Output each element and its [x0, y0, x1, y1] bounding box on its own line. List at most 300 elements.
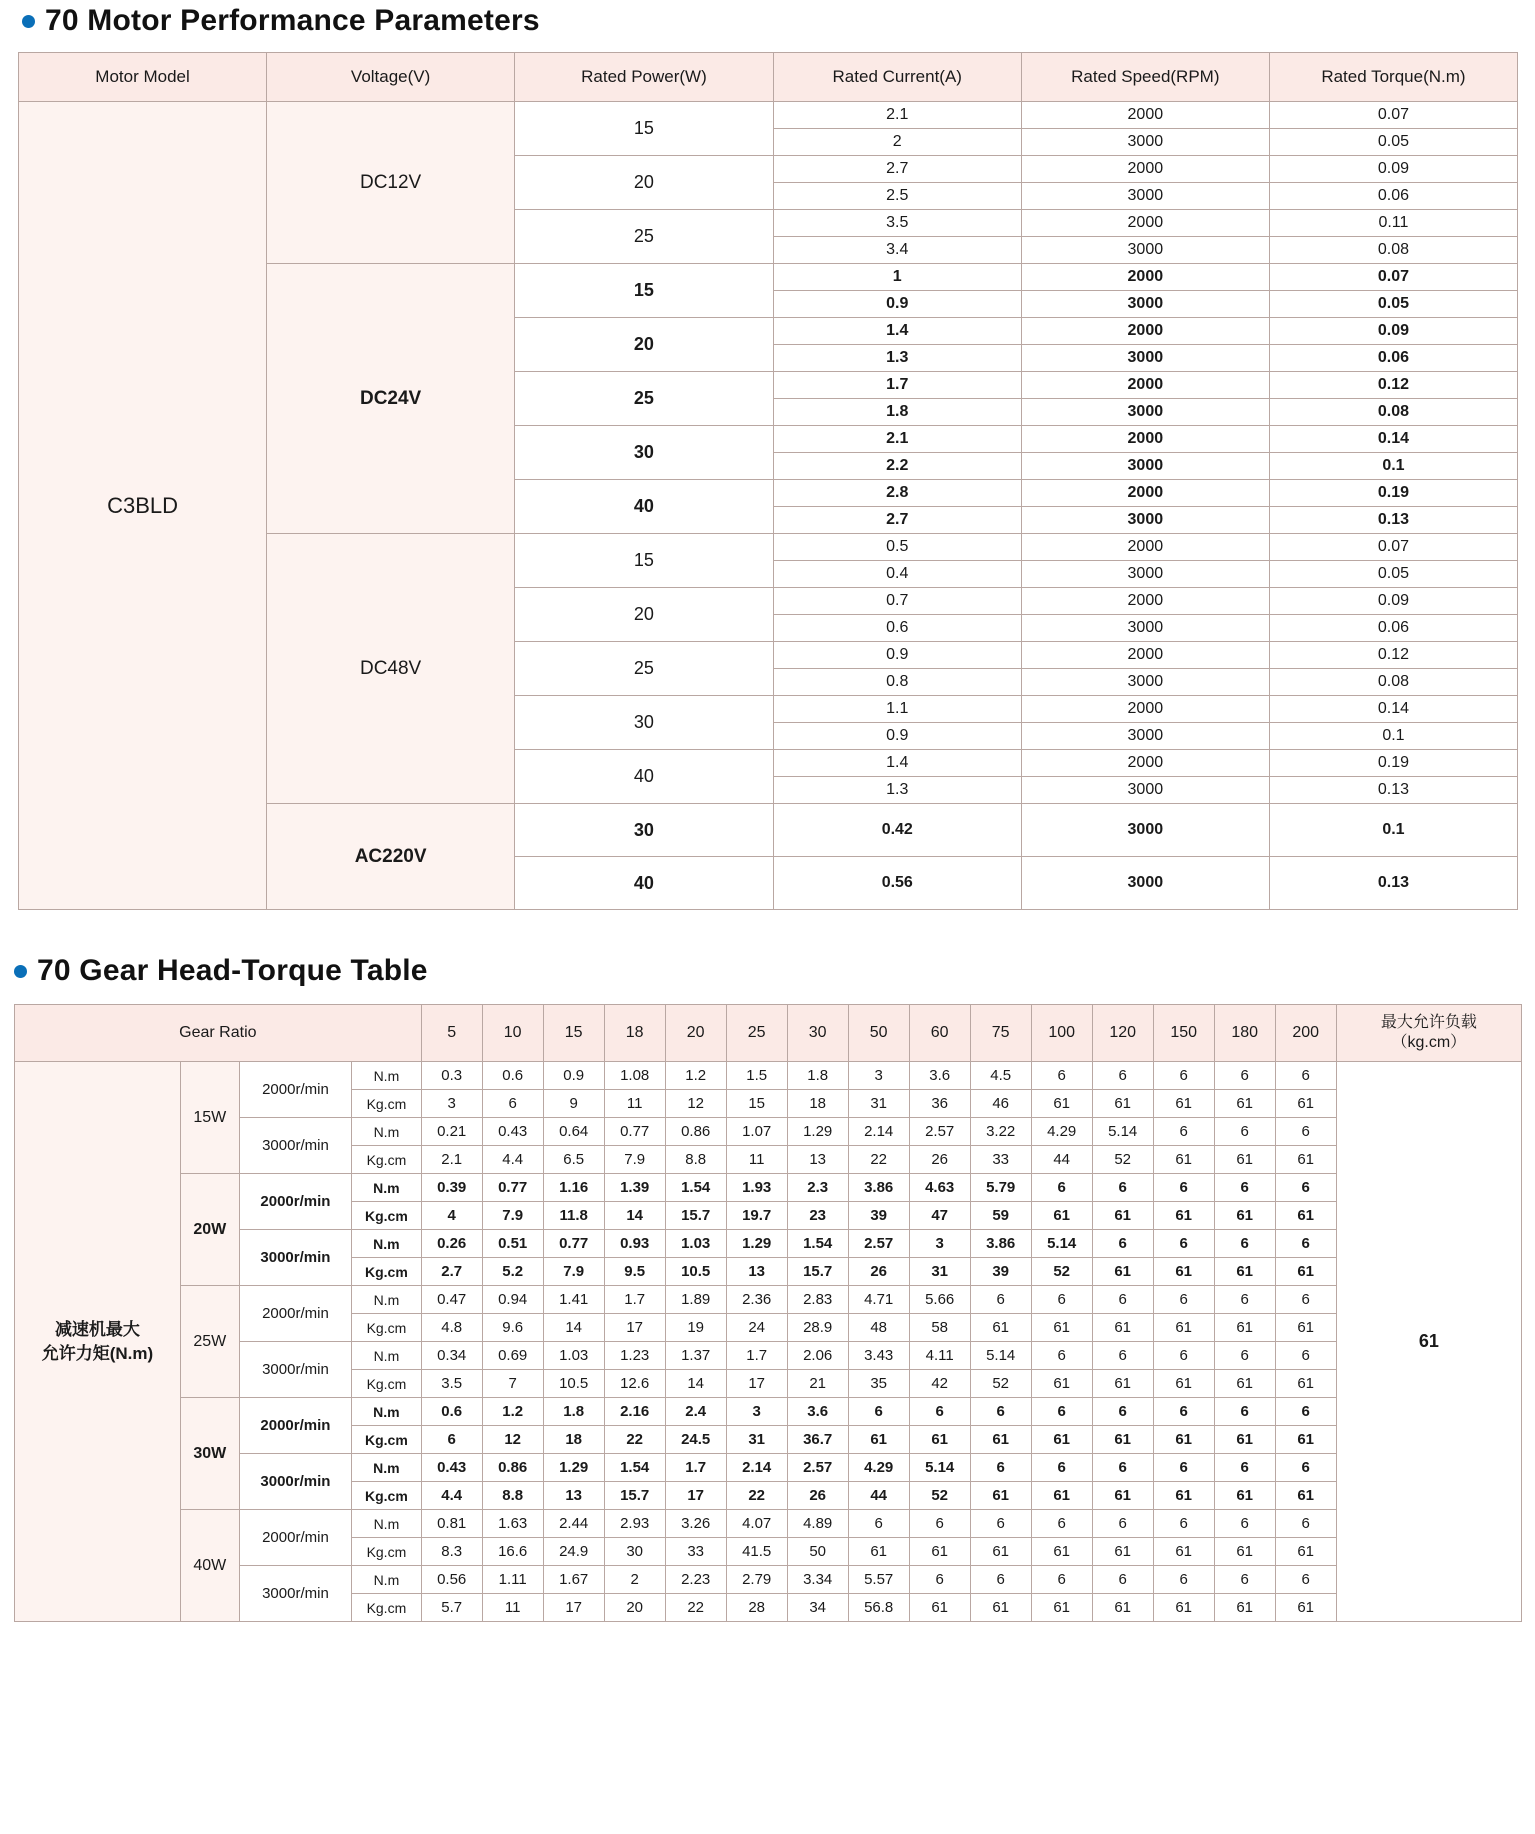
cell-unit: Kg.cm	[352, 1202, 422, 1230]
cell-torque-value: 1.39	[604, 1174, 665, 1202]
cell-torque-value: 4.4	[482, 1146, 543, 1174]
table-row	[15, 1174, 1522, 1202]
cell-torque-value: 6	[1153, 1118, 1214, 1146]
cell-rated-speed: 2000	[1021, 750, 1269, 777]
cell-torque-value: 61	[1275, 1258, 1336, 1286]
cell-rated-power: 30	[515, 696, 774, 750]
cell-torque-value: 2.3	[787, 1174, 848, 1202]
cell-torque-value: 8.3	[421, 1538, 482, 1566]
cell-rated-current: 2.1	[773, 102, 1021, 129]
cell-torque-value: 61	[1153, 1202, 1214, 1230]
cell-torque-value: 61	[1153, 1594, 1214, 1622]
cell-rated-torque: 0.1	[1269, 723, 1517, 750]
cell-torque-value: 1.23	[604, 1342, 665, 1370]
cell-rated-speed: 3000	[1021, 857, 1269, 910]
cell-torque-value: 6	[1031, 1062, 1092, 1090]
cell-torque-value: 4.29	[848, 1454, 909, 1482]
table-row	[15, 1398, 1522, 1426]
cell-torque-value: 12.6	[604, 1370, 665, 1398]
cell-torque-value: 61	[1214, 1314, 1275, 1342]
cell-torque-value: 61	[1275, 1146, 1336, 1174]
section-title-gear: 70 Gear Head-Torque Table	[37, 954, 428, 987]
cell-rated-speed: 3000	[1021, 723, 1269, 750]
cell-torque-value: 24.5	[665, 1426, 726, 1454]
cell-rated-current: 0.4	[773, 561, 1021, 588]
table-row	[15, 1342, 1522, 1370]
cell-rated-speed: 2000	[1021, 426, 1269, 453]
cell-torque-value: 0.9	[543, 1062, 604, 1090]
cell-rated-speed: 2000	[1021, 588, 1269, 615]
cell-torque-value: 0.43	[421, 1454, 482, 1482]
cell-torque-value: 4.4	[421, 1482, 482, 1510]
cell-unit: N.m	[352, 1174, 422, 1202]
cell-torque-value: 6	[1092, 1174, 1153, 1202]
cell-torque-value: 61	[1153, 1370, 1214, 1398]
cell-torque-value: 0.51	[482, 1230, 543, 1258]
cell-torque-value: 61	[1153, 1258, 1214, 1286]
cell-torque-value: 2.4	[665, 1398, 726, 1426]
cell-torque-value: 18	[543, 1426, 604, 1454]
cell-torque-value: 4.63	[909, 1174, 970, 1202]
cell-torque-value: 0.94	[482, 1286, 543, 1314]
cell-torque-value: 6	[1214, 1398, 1275, 1426]
cell-torque-value: 35	[848, 1370, 909, 1398]
cell-torque-value: 52	[1092, 1146, 1153, 1174]
cell-rated-torque: 0.13	[1269, 857, 1517, 910]
cell-torque-value: 47	[909, 1202, 970, 1230]
cell-torque-value: 6	[848, 1398, 909, 1426]
cell-rated-torque: 0.08	[1269, 237, 1517, 264]
cell-torque-value: 6	[1092, 1566, 1153, 1594]
cell-torque-value: 0.64	[543, 1118, 604, 1146]
cell-torque-value: 1.37	[665, 1342, 726, 1370]
cell-rated-current: 2.2	[773, 453, 1021, 480]
cell-torque-value: 61	[1275, 1202, 1336, 1230]
cell-torque-value: 6	[1092, 1510, 1153, 1538]
cell-torque-value: 2.57	[848, 1230, 909, 1258]
cell-rated-torque: 0.06	[1269, 183, 1517, 210]
cell-torque-value: 6	[1031, 1398, 1092, 1426]
cell-torque-value: 59	[970, 1202, 1031, 1230]
cell-torque-value: 61	[970, 1314, 1031, 1342]
cell-rated-current: 0.8	[773, 669, 1021, 696]
cell-torque-value: 6	[1092, 1286, 1153, 1314]
cell-torque-value: 17	[726, 1370, 787, 1398]
cell-torque-value: 61	[1092, 1482, 1153, 1510]
cell-torque-value: 31	[909, 1258, 970, 1286]
cell-torque-value: 3.5	[421, 1370, 482, 1398]
motor-table-wrapper	[18, 52, 1518, 910]
cell-unit: N.m	[352, 1286, 422, 1314]
cell-torque-value: 7.9	[482, 1202, 543, 1230]
cell-torque-value: 61	[1031, 1370, 1092, 1398]
cell-torque-value: 39	[970, 1258, 1031, 1286]
cell-rated-speed: 3000	[1021, 399, 1269, 426]
cell-rated-torque: 0.06	[1269, 345, 1517, 372]
cell-torque-value: 0.43	[482, 1118, 543, 1146]
cell-torque-value: 10.5	[665, 1258, 726, 1286]
cell-unit: N.m	[352, 1510, 422, 1538]
cell-torque-value: 3.86	[848, 1174, 909, 1202]
cell-torque-value: 1.2	[665, 1062, 726, 1090]
col-rated-speed: Rated Speed(RPM)	[1021, 53, 1269, 102]
cell-rated-speed: 3000	[1021, 129, 1269, 156]
cell-speed: 3000r/min	[239, 1454, 351, 1510]
cell-torque-value: 3.86	[970, 1230, 1031, 1258]
cell-torque-value: 11	[726, 1146, 787, 1174]
cell-torque-value: 61	[1092, 1090, 1153, 1118]
cell-torque-value: 6	[1031, 1342, 1092, 1370]
cell-rated-current: 0.42	[773, 804, 1021, 857]
cell-torque-value: 6	[1214, 1566, 1275, 1594]
cell-power-rating: 15W	[180, 1062, 239, 1174]
cell-unit: N.m	[352, 1342, 422, 1370]
cell-torque-value: 0.39	[421, 1174, 482, 1202]
gear-head-torque-table	[14, 1004, 1522, 1622]
col-rated-current: Rated Current(A)	[773, 53, 1021, 102]
table-row	[15, 1566, 1522, 1594]
cell-torque-value: 6	[970, 1566, 1031, 1594]
cell-torque-value: 1.2	[482, 1398, 543, 1426]
cell-torque-value: 4.8	[421, 1314, 482, 1342]
cell-torque-value: 5.14	[1031, 1230, 1092, 1258]
cell-torque-value: 14	[604, 1202, 665, 1230]
cell-torque-value: 5.7	[421, 1594, 482, 1622]
cell-torque-value: 0.86	[665, 1118, 726, 1146]
col-ratio-10: 10	[482, 1005, 543, 1062]
cell-torque-value: 22	[665, 1594, 726, 1622]
cell-torque-value: 6	[1153, 1230, 1214, 1258]
cell-torque-value: 6	[1214, 1118, 1275, 1146]
cell-torque-value: 1.93	[726, 1174, 787, 1202]
cell-rated-speed: 3000	[1021, 777, 1269, 804]
cell-rated-current: 0.56	[773, 857, 1021, 910]
col-ratio-180: 180	[1214, 1005, 1275, 1062]
col-ratio-120: 120	[1092, 1005, 1153, 1062]
cell-torque-value: 31	[726, 1426, 787, 1454]
cell-rated-torque: 0.07	[1269, 102, 1517, 129]
cell-torque-value: 6	[1275, 1230, 1336, 1258]
cell-torque-value: 6	[1214, 1342, 1275, 1370]
cell-torque-value: 6	[421, 1426, 482, 1454]
cell-torque-value: 6	[1031, 1566, 1092, 1594]
cell-rated-torque: 0.08	[1269, 399, 1517, 426]
cell-rated-current: 3.5	[773, 210, 1021, 237]
cell-torque-value: 61	[1275, 1314, 1336, 1342]
cell-torque-value: 5.2	[482, 1258, 543, 1286]
cell-torque-value: 3.6	[909, 1062, 970, 1090]
cell-torque-value: 6	[482, 1090, 543, 1118]
cell-torque-value: 6	[1214, 1510, 1275, 1538]
gear-table-wrapper	[14, 1004, 1522, 1622]
table-row	[15, 1510, 1522, 1538]
cell-rated-power: 25	[515, 210, 774, 264]
table-header-row	[15, 1005, 1522, 1062]
cell-torque-value: 1.7	[726, 1342, 787, 1370]
cell-torque-value: 12	[482, 1426, 543, 1454]
cell-torque-value: 6	[909, 1510, 970, 1538]
cell-torque-value: 6	[1031, 1174, 1092, 1202]
cell-torque-value: 17	[543, 1594, 604, 1622]
cell-rated-speed: 3000	[1021, 345, 1269, 372]
cell-torque-value: 3	[421, 1090, 482, 1118]
cell-torque-value: 8.8	[482, 1482, 543, 1510]
cell-rated-torque: 0.1	[1269, 804, 1517, 857]
cell-torque-value: 2.06	[787, 1342, 848, 1370]
cell-torque-value: 6	[1153, 1510, 1214, 1538]
cell-torque-value: 61	[970, 1482, 1031, 1510]
cell-torque-value: 0.6	[421, 1398, 482, 1426]
cell-speed: 2000r/min	[239, 1062, 351, 1118]
cell-torque-value: 4.29	[1031, 1118, 1092, 1146]
cell-rated-torque: 0.08	[1269, 669, 1517, 696]
cell-torque-value: 6	[1275, 1062, 1336, 1090]
cell-unit: Kg.cm	[352, 1594, 422, 1622]
cell-torque-value: 6	[1031, 1454, 1092, 1482]
section-title-motor: 70 Motor Performance Parameters	[45, 4, 540, 37]
col-ratio-60: 60	[909, 1005, 970, 1062]
cell-torque-value: 4.11	[909, 1342, 970, 1370]
cell-rated-torque: 0.12	[1269, 642, 1517, 669]
cell-torque-value: 61	[1214, 1258, 1275, 1286]
cell-rated-speed: 3000	[1021, 507, 1269, 534]
cell-unit: Kg.cm	[352, 1426, 422, 1454]
cell-torque-value: 28	[726, 1594, 787, 1622]
cell-rated-torque: 0.05	[1269, 561, 1517, 588]
cell-torque-value: 6	[1031, 1286, 1092, 1314]
cell-torque-value: 36.7	[787, 1426, 848, 1454]
cell-torque-value: 61	[1214, 1426, 1275, 1454]
cell-torque-value: 0.26	[421, 1230, 482, 1258]
cell-torque-value: 20	[604, 1594, 665, 1622]
cell-torque-value: 19.7	[726, 1202, 787, 1230]
cell-torque-value: 0.93	[604, 1230, 665, 1258]
cell-torque-value: 33	[665, 1538, 726, 1566]
table-row	[15, 1062, 1522, 1090]
cell-torque-value: 6	[970, 1398, 1031, 1426]
cell-torque-value: 52	[1031, 1258, 1092, 1286]
cell-rated-torque: 0.09	[1269, 588, 1517, 615]
cell-rated-speed: 2000	[1021, 318, 1269, 345]
col-ratio-25: 25	[726, 1005, 787, 1062]
cell-torque-value: 61	[1092, 1202, 1153, 1230]
cell-torque-value: 9.5	[604, 1258, 665, 1286]
cell-rated-speed: 3000	[1021, 453, 1269, 480]
cell-torque-value: 61	[1031, 1482, 1092, 1510]
cell-rated-current: 1.4	[773, 750, 1021, 777]
cell-torque-value: 6	[1275, 1174, 1336, 1202]
motor-performance-table	[18, 52, 1518, 910]
col-ratio-200: 200	[1275, 1005, 1336, 1062]
cell-rated-torque: 0.12	[1269, 372, 1517, 399]
cell-torque-value: 6	[1153, 1174, 1214, 1202]
cell-unit: Kg.cm	[352, 1090, 422, 1118]
cell-power-rating: 25W	[180, 1286, 239, 1398]
cell-voltage: DC48V	[267, 534, 515, 804]
cell-torque-value: 61	[970, 1594, 1031, 1622]
cell-torque-value: 6	[1153, 1398, 1214, 1426]
cell-torque-value: 1.5	[726, 1062, 787, 1090]
cell-torque-value: 6	[1275, 1118, 1336, 1146]
cell-rated-speed: 2000	[1021, 156, 1269, 183]
cell-torque-value: 26	[787, 1482, 848, 1510]
cell-torque-value: 8.8	[665, 1146, 726, 1174]
cell-torque-value: 6	[970, 1286, 1031, 1314]
cell-torque-value: 1.29	[543, 1454, 604, 1482]
cell-torque-value: 61	[1214, 1538, 1275, 1566]
cell-torque-value: 3.26	[665, 1510, 726, 1538]
cell-torque-value: 16.6	[482, 1538, 543, 1566]
cell-rated-current: 0.5	[773, 534, 1021, 561]
cell-rated-current: 1.4	[773, 318, 1021, 345]
cell-rated-power: 25	[515, 642, 774, 696]
cell-torque-value: 1.89	[665, 1286, 726, 1314]
cell-rated-current: 1.7	[773, 372, 1021, 399]
cell-unit: Kg.cm	[352, 1538, 422, 1566]
cell-power-rating: 20W	[180, 1174, 239, 1286]
cell-rated-power: 15	[515, 534, 774, 588]
cell-rated-current: 0.6	[773, 615, 1021, 642]
cell-rated-power: 15	[515, 102, 774, 156]
cell-torque-value: 5.14	[909, 1454, 970, 1482]
cell-torque-value: 61	[1031, 1426, 1092, 1454]
cell-torque-value: 0.77	[604, 1118, 665, 1146]
cell-torque-value: 6	[1214, 1062, 1275, 1090]
cell-rated-speed: 3000	[1021, 615, 1269, 642]
cell-torque-value: 11.8	[543, 1202, 604, 1230]
cell-torque-value: 1.63	[482, 1510, 543, 1538]
cell-torque-value: 13	[726, 1258, 787, 1286]
cell-torque-value: 2.23	[665, 1566, 726, 1594]
cell-torque-value: 14	[665, 1370, 726, 1398]
cell-unit: Kg.cm	[352, 1258, 422, 1286]
cell-speed: 2000r/min	[239, 1398, 351, 1454]
cell-torque-value: 1.29	[726, 1230, 787, 1258]
cell-rated-torque: 0.06	[1269, 615, 1517, 642]
cell-torque-value: 61	[1153, 1314, 1214, 1342]
cell-torque-value: 61	[1031, 1202, 1092, 1230]
cell-torque-value: 10.5	[543, 1370, 604, 1398]
cell-rated-power: 40	[515, 480, 774, 534]
cell-torque-value: 50	[787, 1538, 848, 1566]
cell-torque-value: 0.69	[482, 1342, 543, 1370]
cell-rated-current: 2.5	[773, 183, 1021, 210]
cell-torque-value: 61	[1275, 1090, 1336, 1118]
cell-torque-value: 21	[787, 1370, 848, 1398]
cell-torque-value: 17	[604, 1314, 665, 1342]
cell-torque-value: 6	[909, 1566, 970, 1594]
cell-motor-model: C3BLD	[19, 102, 267, 910]
cell-torque-value: 52	[970, 1370, 1031, 1398]
col-max-load: 最大允许负载 （kg.cm）	[1336, 1005, 1521, 1062]
cell-torque-value: 1.67	[543, 1566, 604, 1594]
col-ratio-5: 5	[421, 1005, 482, 1062]
cell-torque-value: 1.8	[787, 1062, 848, 1090]
cell-torque-value: 42	[909, 1370, 970, 1398]
cell-unit: N.m	[352, 1566, 422, 1594]
cell-torque-value: 30	[604, 1538, 665, 1566]
cell-unit: N.m	[352, 1230, 422, 1258]
cell-torque-value: 23	[787, 1202, 848, 1230]
cell-rated-torque: 0.1	[1269, 453, 1517, 480]
col-rated-torque: Rated Torque(N.m)	[1269, 53, 1517, 102]
cell-torque-value: 2.44	[543, 1510, 604, 1538]
cell-torque-value: 44	[848, 1482, 909, 1510]
cell-torque-value: 6	[1275, 1398, 1336, 1426]
cell-torque-value: 1.29	[787, 1118, 848, 1146]
cell-torque-value: 6	[1092, 1230, 1153, 1258]
cell-torque-value: 6	[970, 1510, 1031, 1538]
cell-torque-value: 3	[909, 1230, 970, 1258]
cell-rated-torque: 0.14	[1269, 426, 1517, 453]
cell-torque-value: 61	[1092, 1370, 1153, 1398]
cell-torque-value: 6	[848, 1510, 909, 1538]
cell-torque-value: 61	[1214, 1202, 1275, 1230]
cell-torque-value: 48	[848, 1314, 909, 1342]
cell-torque-value: 6	[1214, 1454, 1275, 1482]
cell-speed: 3000r/min	[239, 1566, 351, 1622]
cell-rated-current: 0.9	[773, 291, 1021, 318]
cell-rated-torque: 0.11	[1269, 210, 1517, 237]
cell-torque-value: 13	[787, 1146, 848, 1174]
cell-torque-value: 1.7	[604, 1286, 665, 1314]
cell-torque-value: 0.3	[421, 1062, 482, 1090]
cell-torque-value: 0.77	[482, 1174, 543, 1202]
section-heading-gear	[14, 954, 1535, 988]
cell-torque-value: 0.86	[482, 1454, 543, 1482]
cell-torque-value: 2.93	[604, 1510, 665, 1538]
cell-torque-value: 0.6	[482, 1062, 543, 1090]
cell-rated-torque: 0.14	[1269, 696, 1517, 723]
cell-torque-value: 15.7	[787, 1258, 848, 1286]
cell-torque-value: 61	[1153, 1538, 1214, 1566]
cell-rated-speed: 2000	[1021, 534, 1269, 561]
cell-torque-value: 4	[421, 1202, 482, 1230]
cell-torque-value: 0.34	[421, 1342, 482, 1370]
cell-torque-value: 61	[1031, 1538, 1092, 1566]
cell-torque-value: 1.07	[726, 1118, 787, 1146]
cell-torque-value: 6	[909, 1398, 970, 1426]
cell-torque-value: 61	[1275, 1538, 1336, 1566]
cell-rated-current: 2	[773, 129, 1021, 156]
cell-torque-value: 24.9	[543, 1538, 604, 1566]
cell-torque-value: 22	[604, 1426, 665, 1454]
col-voltage: Voltage(V)	[267, 53, 515, 102]
cell-torque-value: 5.14	[970, 1342, 1031, 1370]
cell-torque-value: 4.5	[970, 1062, 1031, 1090]
col-ratio-18: 18	[604, 1005, 665, 1062]
cell-torque-value: 2	[604, 1566, 665, 1594]
cell-torque-value: 61	[1092, 1314, 1153, 1342]
cell-rated-torque: 0.05	[1269, 291, 1517, 318]
cell-rated-speed: 2000	[1021, 480, 1269, 507]
cell-torque-value: 2.14	[726, 1454, 787, 1482]
cell-torque-value: 17	[665, 1482, 726, 1510]
bullet-dot-icon	[14, 965, 27, 978]
cell-torque-value: 3.43	[848, 1342, 909, 1370]
cell-torque-value: 24	[726, 1314, 787, 1342]
table-row	[15, 1230, 1522, 1258]
cell-torque-value: 28.9	[787, 1314, 848, 1342]
cell-torque-value: 3	[726, 1398, 787, 1426]
cell-torque-value: 22	[848, 1146, 909, 1174]
cell-torque-value: 4.71	[848, 1286, 909, 1314]
cell-power-rating: 40W	[180, 1510, 239, 1622]
col-ratio-100: 100	[1031, 1005, 1092, 1062]
cell-torque-value: 12	[665, 1090, 726, 1118]
cell-rated-current: 1.8	[773, 399, 1021, 426]
cell-torque-value: 61	[1214, 1146, 1275, 1174]
